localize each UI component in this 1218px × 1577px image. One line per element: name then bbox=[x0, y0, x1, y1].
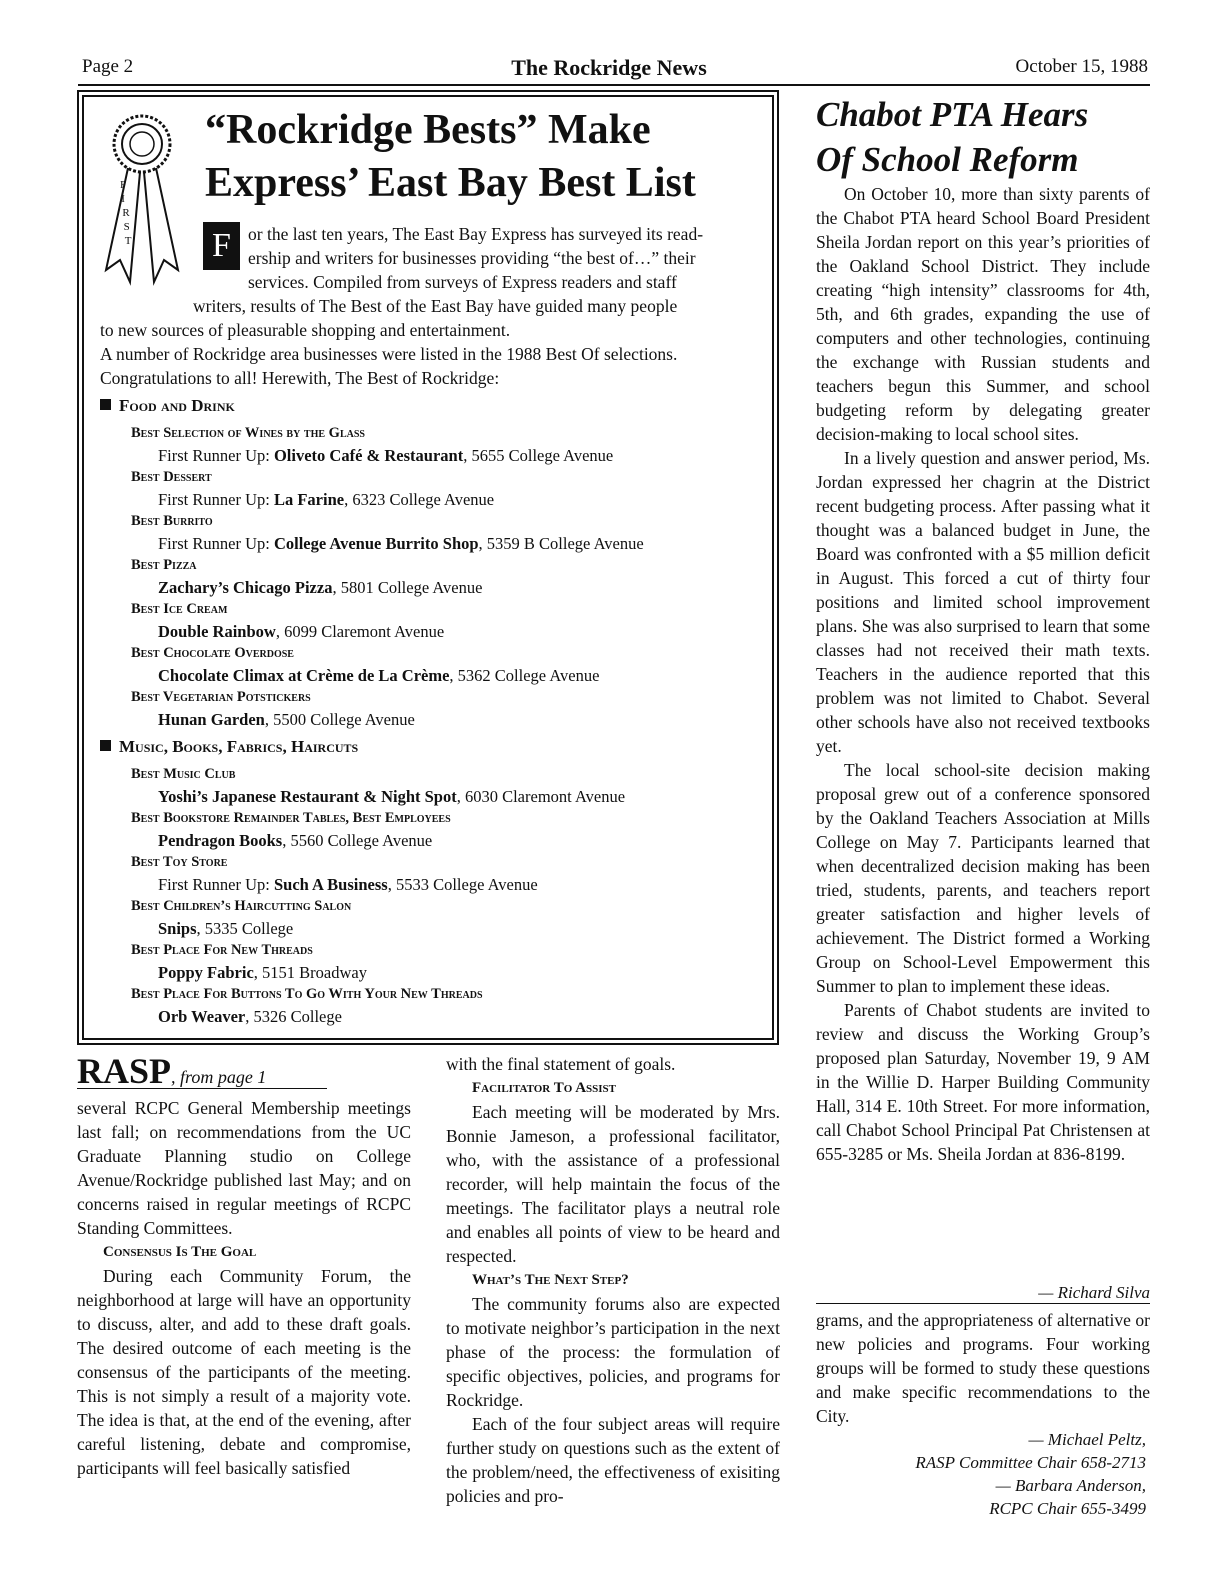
feature-headline-line-2: Express’ East Bay Best List bbox=[205, 160, 696, 206]
ribbon-letter: S bbox=[123, 221, 130, 233]
award-title: Best Place For Buttons To Go With Your New Threads bbox=[131, 986, 483, 1002]
category-label: Food and Drink bbox=[119, 396, 235, 415]
business-address: , 5362 College Avenue bbox=[449, 666, 600, 685]
award-winner bbox=[158, 963, 367, 983]
award-winner bbox=[158, 710, 415, 730]
award-winner bbox=[158, 1007, 342, 1027]
feature-intro-line: services. Compiled from surveys of Express readers and staff bbox=[248, 272, 677, 292]
award-title: Best Ice Cream bbox=[131, 601, 228, 617]
feature-intro-line: Congratulations to all! Herewith, The Best of Rockridge: bbox=[100, 368, 500, 388]
business-address: , 5655 College Avenue bbox=[463, 446, 614, 465]
runner-up-label: First Runner Up: bbox=[158, 446, 274, 465]
chabot-byline: — Richard Silva bbox=[1038, 1283, 1150, 1302]
masthead-rule bbox=[78, 84, 1150, 86]
chabot-paragraph: The local school-site decision making proposal grew out of a conference sponsored by the Oakland Teachers Association at Mills College on May 7. Participants learned that when decentralized decision making has been tried, students, parents, and teachers report greater satisfaction and higher levels of achievement. The District formed a Working Group on School-Level Empowerment this Summer to plan to implement these ideas. bbox=[816, 760, 1150, 996]
business-name: College Avenue Burrito Shop bbox=[273, 534, 479, 553]
rasp-subheading: Facilitator To Assist bbox=[472, 1080, 617, 1096]
runner-up-label: First Runner Up: bbox=[158, 875, 274, 894]
page-number: Page 2 bbox=[82, 56, 134, 77]
award-winner bbox=[158, 534, 644, 554]
chabot-headline-line-1: Chabot PTA Hears bbox=[816, 95, 1089, 134]
award-title: Best Toy Store bbox=[131, 854, 228, 870]
award-title: Best Burrito bbox=[131, 513, 213, 529]
business-name: Chocolate Climax at Crème de La Crème bbox=[158, 666, 450, 685]
drop-cap: F bbox=[203, 222, 240, 270]
chabot-headline bbox=[816, 92, 1088, 182]
chabot-paragraph: On October 10, more than sixty parents of the Chabot PTA heard School Board President Sheila Jordan report on this year’s priorities of the Oakland School District. They include creating “high intensity” classrooms for 4th, 5th, and 6th grades, expanding the use of computers and other technologies, continuing the exchange with Russian students and teachers begun this Summer, and school budgeting reform by delegating greater decision-making to local school sites. bbox=[816, 184, 1150, 444]
business-name: Oliveto Café & Restaurant bbox=[273, 446, 464, 465]
award-title: Best Chocolate Overdose bbox=[131, 645, 294, 661]
rasp-column-1 bbox=[77, 1096, 411, 1480]
column-divider-rule bbox=[816, 1303, 1150, 1304]
business-address: , 5533 College Avenue bbox=[387, 875, 538, 894]
category-heading bbox=[100, 396, 235, 416]
award-title: Best Dessert bbox=[131, 469, 212, 485]
rasp-signature-line: — Michael Peltz, bbox=[1028, 1430, 1146, 1449]
award-winner bbox=[158, 666, 599, 686]
business-address: , 5359 B College Avenue bbox=[478, 534, 644, 553]
business-name: Double Rainbow bbox=[158, 622, 276, 641]
rasp-continuation: grams, and the appropriateness of alternative or new policies and programs. Four working groups will be formed to study these questions and make specific recommendations to the City. bbox=[816, 1310, 1150, 1426]
rasp-title: RASP bbox=[77, 1051, 172, 1091]
first-place-ribbon-icon bbox=[100, 110, 184, 290]
rasp-column-2 bbox=[446, 1052, 780, 1508]
award-title: Best Children’s Haircutting Salon bbox=[131, 898, 352, 914]
feature-headline bbox=[205, 104, 696, 210]
business-address: , 5801 College Avenue bbox=[332, 578, 483, 597]
rasp-signatures bbox=[816, 1428, 1146, 1520]
award-title: Best Music Club bbox=[131, 766, 236, 782]
rasp-jump-line: , from page 1 bbox=[171, 1067, 267, 1087]
business-name: Hunan Garden bbox=[158, 710, 265, 729]
rasp-rule bbox=[77, 1088, 327, 1089]
feature-intro-line: ership and writers for businesses providing “the best of…” their bbox=[248, 248, 696, 268]
business-address: , 5326 College bbox=[245, 1007, 342, 1026]
category-label: Music, Books, Fabrics, Haircuts bbox=[119, 737, 359, 756]
feature-intro-line: or the last ten years, The East Bay Express has surveyed its read- bbox=[248, 224, 704, 244]
category-heading bbox=[100, 737, 358, 757]
chabot-headline-line-2: Of School Reform bbox=[816, 140, 1079, 179]
rasp-subheading: Consensus Is The Goal bbox=[103, 1244, 257, 1260]
business-name: Pendragon Books bbox=[158, 831, 283, 850]
feature-intro-line: writers, results of The Best of the East Bay have guided many people bbox=[193, 296, 678, 316]
ribbon-letter: T bbox=[124, 235, 132, 247]
award-title: Best Vegetarian Potstickers bbox=[131, 689, 311, 705]
award-winner bbox=[158, 787, 625, 807]
rasp-paragraph: During each Community Forum, the neighborhood at large will have an opportunity to discuss, alter, and add to these draft goals. The desired outcome of each meeting is the consensus of the participants of the meeting. This is not simply a result of a majority vote. The idea is that, at the end of the evening, after careful listening, debate and compromise, participants will feel basically satisfied bbox=[77, 1266, 411, 1478]
award-winner bbox=[158, 578, 482, 598]
business-name: Poppy Fabric bbox=[158, 963, 254, 982]
rasp-paragraph: Each meeting will be moderated by Mrs. Bonnie Jameson, a professional facilitator, who, with the assistance of a professional recorder, will help maintain the focus of the meetings. The facilitator plays a neutral role and enables all points of view to be heard and respected. bbox=[446, 1102, 780, 1266]
business-address: , 6099 Claremont Avenue bbox=[275, 622, 445, 641]
business-address: , 5560 College Avenue bbox=[282, 831, 433, 850]
rasp-paragraph: The community forums also are expected to motivate neighbor’s participation in the next phase of the process: the formulation of specific objectives, policies, and programs for Rockridge. bbox=[446, 1294, 780, 1410]
business-name: Orb Weaver bbox=[158, 1007, 246, 1026]
award-winner bbox=[158, 490, 494, 510]
bullet-square-icon bbox=[100, 399, 111, 410]
business-name: Zachary’s Chicago Pizza bbox=[158, 578, 333, 597]
bullet-square-icon bbox=[100, 740, 111, 751]
feature-intro-line: A number of Rockridge area businesses were listed in the 1988 Best Of selections. bbox=[100, 344, 678, 364]
business-address: , 5500 College Avenue bbox=[264, 710, 415, 729]
ribbon-letter: F bbox=[120, 179, 127, 191]
award-winner bbox=[158, 446, 613, 466]
award-winner bbox=[158, 622, 444, 642]
chabot-paragraph: In a lively question and answer period, Ms. Jordan expressed her chagrin at the District recent budgeting process. After passing what it thought was a balanced budget in June, the Board was confronted with a $5 million deficit in August. This forced a cut of thirty four positions and limited school improvement plans. She was also surprised to learn that some classes had not received their math texts. Teachers in the audience reported that this problem was not limited to Chabot. Several other schools have also not received textbooks yet. bbox=[816, 448, 1150, 756]
issue-date: October 15, 1988 bbox=[1015, 56, 1148, 77]
chabot-article-body bbox=[816, 182, 1150, 1166]
rasp-signature-line: — Barbara Anderson, bbox=[995, 1476, 1146, 1495]
runner-up-label: First Runner Up: bbox=[158, 534, 274, 553]
award-title: Best Pizza bbox=[131, 557, 197, 573]
rasp-signature-line: RCPC Chair 655-3499 bbox=[989, 1499, 1146, 1518]
business-name: Such A Business bbox=[273, 875, 388, 894]
rasp-headline bbox=[77, 1050, 266, 1092]
newspaper-title: The Rockridge News bbox=[511, 55, 707, 80]
ribbon-letter: I bbox=[121, 193, 125, 205]
award-winner bbox=[158, 919, 293, 939]
chabot-paragraph: Parents of Chabot students are invited to review and discuss the Working Group’s proposed plan Saturday, November 19, 9 AM in the Willie D. Harper Building Community Hall, 314 E. 10th Street. For more information, call Chabot School Principal Pat Christensen at 655-3285 or Ms. Sheila Jordan at 836-8199. bbox=[816, 1000, 1150, 1164]
feature-headline-line-1: “Rockridge Bests” Make bbox=[205, 107, 651, 153]
business-address: , 6030 Claremont Avenue bbox=[456, 787, 626, 806]
rasp-paragraph: with the final statement of goals. bbox=[446, 1054, 676, 1074]
rasp-paragraph: several RCPC General Membership meetings last fall; on recommendations from the UC Graduate Planning studio on College Avenue/Rockridge published last May; and on concerns raised in regular meetings of RCPC Standing Committees. bbox=[77, 1098, 411, 1238]
business-name: Snips bbox=[158, 919, 197, 938]
rasp-subheading: What’s The Next Step? bbox=[472, 1272, 629, 1288]
rasp-signature-line: RASP Committee Chair 658-2713 bbox=[915, 1453, 1146, 1472]
business-address: , 5335 College bbox=[196, 919, 294, 938]
business-name: Yoshi’s Japanese Restaurant & Night Spot bbox=[158, 787, 457, 806]
business-address: , 6323 College Avenue bbox=[344, 490, 495, 509]
runner-up-label: First Runner Up: bbox=[158, 490, 274, 509]
award-title: Best Selection of Wines by the Glass bbox=[131, 425, 365, 441]
business-name: La Farine bbox=[273, 490, 345, 509]
ribbon-letter: R bbox=[122, 207, 130, 219]
rasp-paragraph: Each of the four subject areas will require further study on questions such as the extent of the problem/need, the effectiveness of exisiting policies and pro- bbox=[446, 1414, 780, 1506]
award-title: Best Place For New Threads bbox=[131, 942, 313, 958]
business-address: , 5151 Broadway bbox=[253, 963, 367, 982]
feature-intro-line: to new sources of pleasurable shopping and entertainment. bbox=[100, 320, 511, 340]
award-winner bbox=[158, 875, 538, 895]
award-winner bbox=[158, 831, 432, 851]
award-title: Best Bookstore Remainder Tables, Best Employees bbox=[131, 810, 451, 826]
rasp-column-3 bbox=[816, 1308, 1150, 1428]
